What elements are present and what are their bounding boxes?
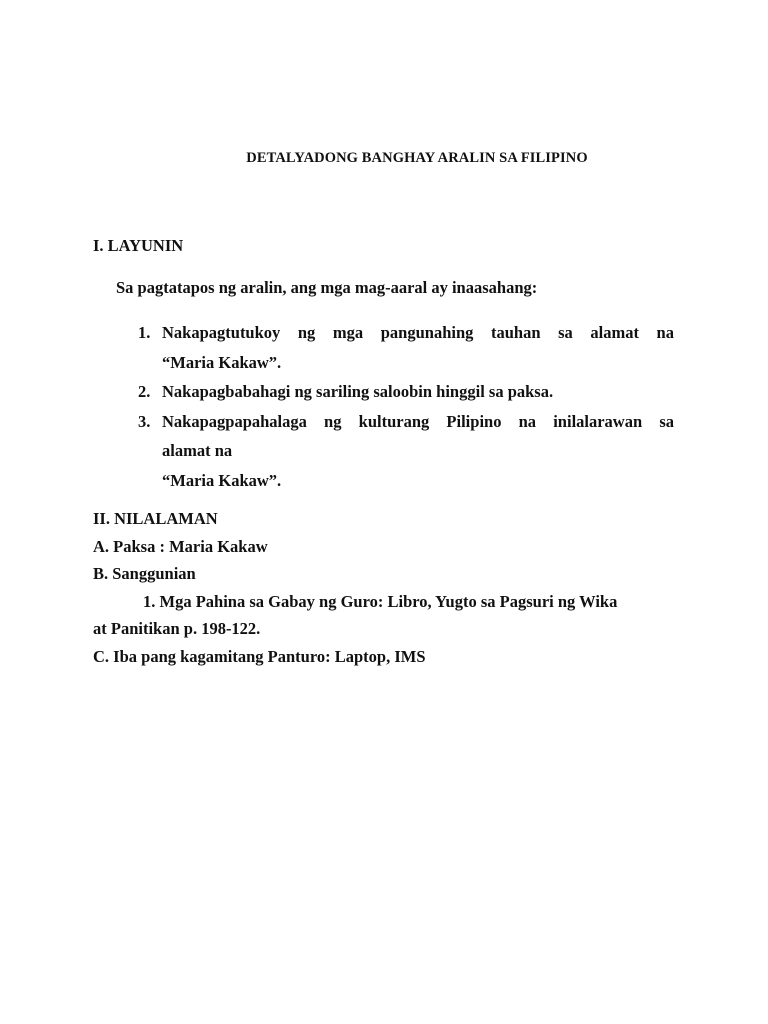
section-heading-layunin: I. LAYUNIN: [93, 236, 184, 255]
objective-item: [134, 377, 674, 407]
objective-line: Nakapagtutukoy ng mga pangunahing tauhan sa alamat na: [162, 323, 674, 342]
section-heading-nilalaman: II. NILALAMAN: [93, 509, 218, 528]
objective-item: [134, 318, 674, 377]
reference-line: 1. Mga Pahina sa Gabay ng Guro: Libro, Yugto sa Pagsuri ng Wika: [143, 591, 618, 611]
objective-line: Nakapagpapahalaga ng kulturang Pilipino na inilalarawan sa: [162, 411, 674, 431]
sanggunian-line: B. Sanggunian: [93, 564, 196, 583]
objective-line: Nakapagbabahagi ng sariling saloobin hinggil sa paksa.: [162, 382, 554, 401]
objective-item: [134, 407, 674, 496]
nilalaman-section: [93, 505, 683, 670]
kagamitan-line: C. Iba pang kagamitang Panturo: Laptop, IMS: [93, 646, 426, 666]
objective-number: 3.: [138, 411, 151, 431]
objective-line: “Maria Kakaw”.: [162, 470, 282, 490]
objective-number: 2.: [138, 382, 151, 401]
intro-text: Sa pagtatapos ng aralin, ang mga mag-aaral ay inaasahang:: [116, 278, 538, 297]
document-title: DETALYADONG BANGHAY ARALIN SA FILIPINO: [246, 150, 588, 166]
objectives-list: [134, 318, 674, 495]
paksa-line: A. Paksa : Maria Kakaw: [93, 536, 268, 556]
reference-line-continued: at Panitikan p. 198-122.: [93, 619, 261, 638]
objective-number: 1.: [138, 323, 151, 342]
objective-line: alamat na: [162, 441, 233, 460]
objective-line: “Maria Kakaw”.: [162, 352, 282, 372]
